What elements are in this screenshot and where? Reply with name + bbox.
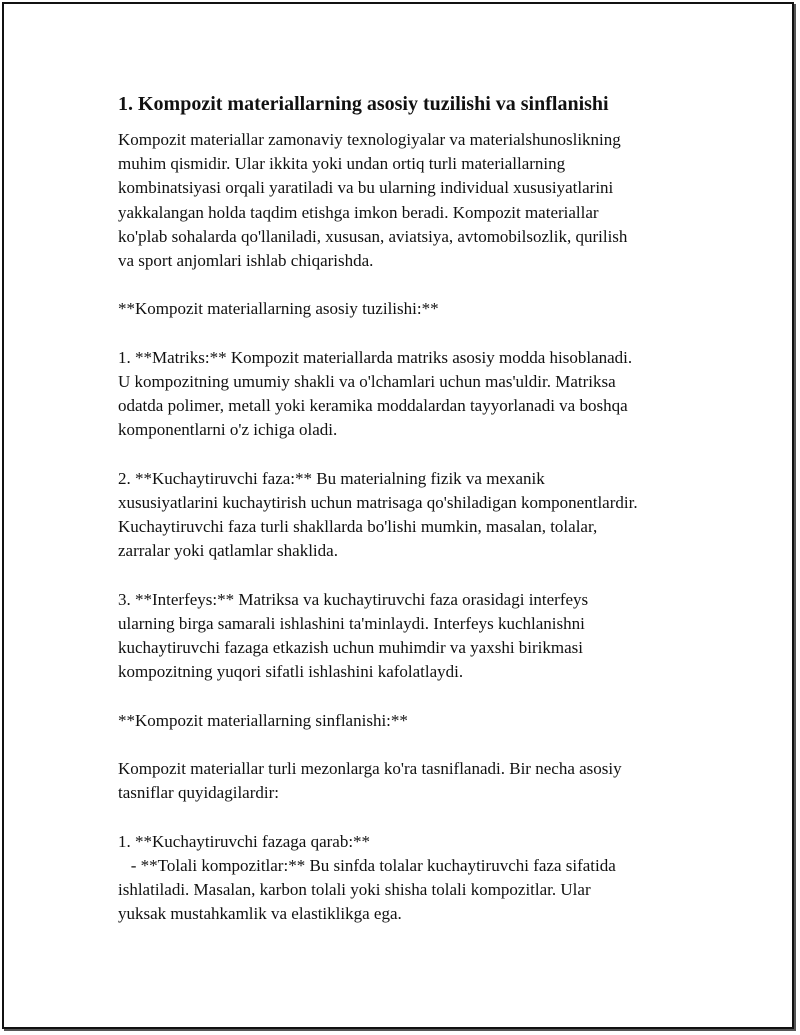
matrix-paragraph: 1. **Matriks:** Kompozit materiallarda matriks asosiy modda hisoblanadi. U kompozitning umumiy shakli va o'lchamlari uchun mas'uldir. Matriksa odatda polimer, metall yoki keramika moddalardan tayyorlanadi va boshqa komponentlarni o'z ichiga oladi. (118, 347, 633, 440)
intro-paragraph: Kompozit materiallar zamonaviy texnologiyalar va materialshunoslikning muhim qismidir. Ular ikkita yoki undan ortiq turli materiallarning kombinatsiyasi orqali yaratiladi va bu ularning individual xususiyatlarini yakkalangan holda taqdim etishga imkon beradi. Kompozit materiallar ko'plab sohalarda qo'llaniladi, xususan, aviatsiya, avtomobilsozlik, qurilish va sport anjomlari ishlab chiqarishda. (118, 130, 628, 271)
paragraph-gap (118, 322, 698, 346)
section-heading: 1. Kompozit materiallarning asosiy tuzilishi va sinflanishi (118, 93, 609, 115)
paragraph-gap (118, 733, 698, 757)
classification-list-item: 1. **Kuchaytiruvchi fazaga qarab:** - **Tolali kompozitlar:** Bu sinfda tolalar kuchaytiruvchi faza sifatida ishlatiladi. Masalan, karbon tolali yoki shisha tolali kompozitlar. Ular yuksak mustahkamlik va elastiklikga ega. (118, 831, 616, 924)
paragraph-gap (118, 443, 698, 467)
classification-subheading: **Kompozit materiallarning sinflanishi:** (118, 710, 408, 730)
paragraph-gap (118, 685, 698, 709)
reinforcement-paragraph: 2. **Kuchaytiruvchi faza:** Bu materialning fizik va mexanik xususiyatlarini kuchaytirish uchun matrisaga qo'shiladigan komponentlardir. Kuchaytiruvchi faza turli shakllarda bo'lishi mumkin, masalan, tolalar, zarralar yoki qatlamlar shaklida. (118, 468, 638, 561)
document-body (118, 92, 698, 927)
paragraph-gap (118, 273, 698, 297)
paragraph-gap (118, 564, 698, 588)
paragraph-gap (118, 806, 698, 830)
interface-paragraph: 3. **Interfeys:** Matriksa va kuchaytiruvchi faza orasidagi interfeys ularning birga samarali ishlashini ta'minlaydi. Interfeys kuchlanishni kuchaytiruvchi fazaga etkazish uchun muhimdir va yaxshi birikmasi kompozitning yuqori sifatli ishlashini kafolatlaydi. (118, 589, 589, 682)
classification-intro-paragraph: Kompozit materiallar turli mezonlarga ko'ra tasniflanadi. Bir necha asosiy tasniflar quyidagilardir: (118, 759, 622, 803)
structure-subheading: **Kompozit materiallarning asosiy tuzilishi:** (118, 299, 439, 319)
